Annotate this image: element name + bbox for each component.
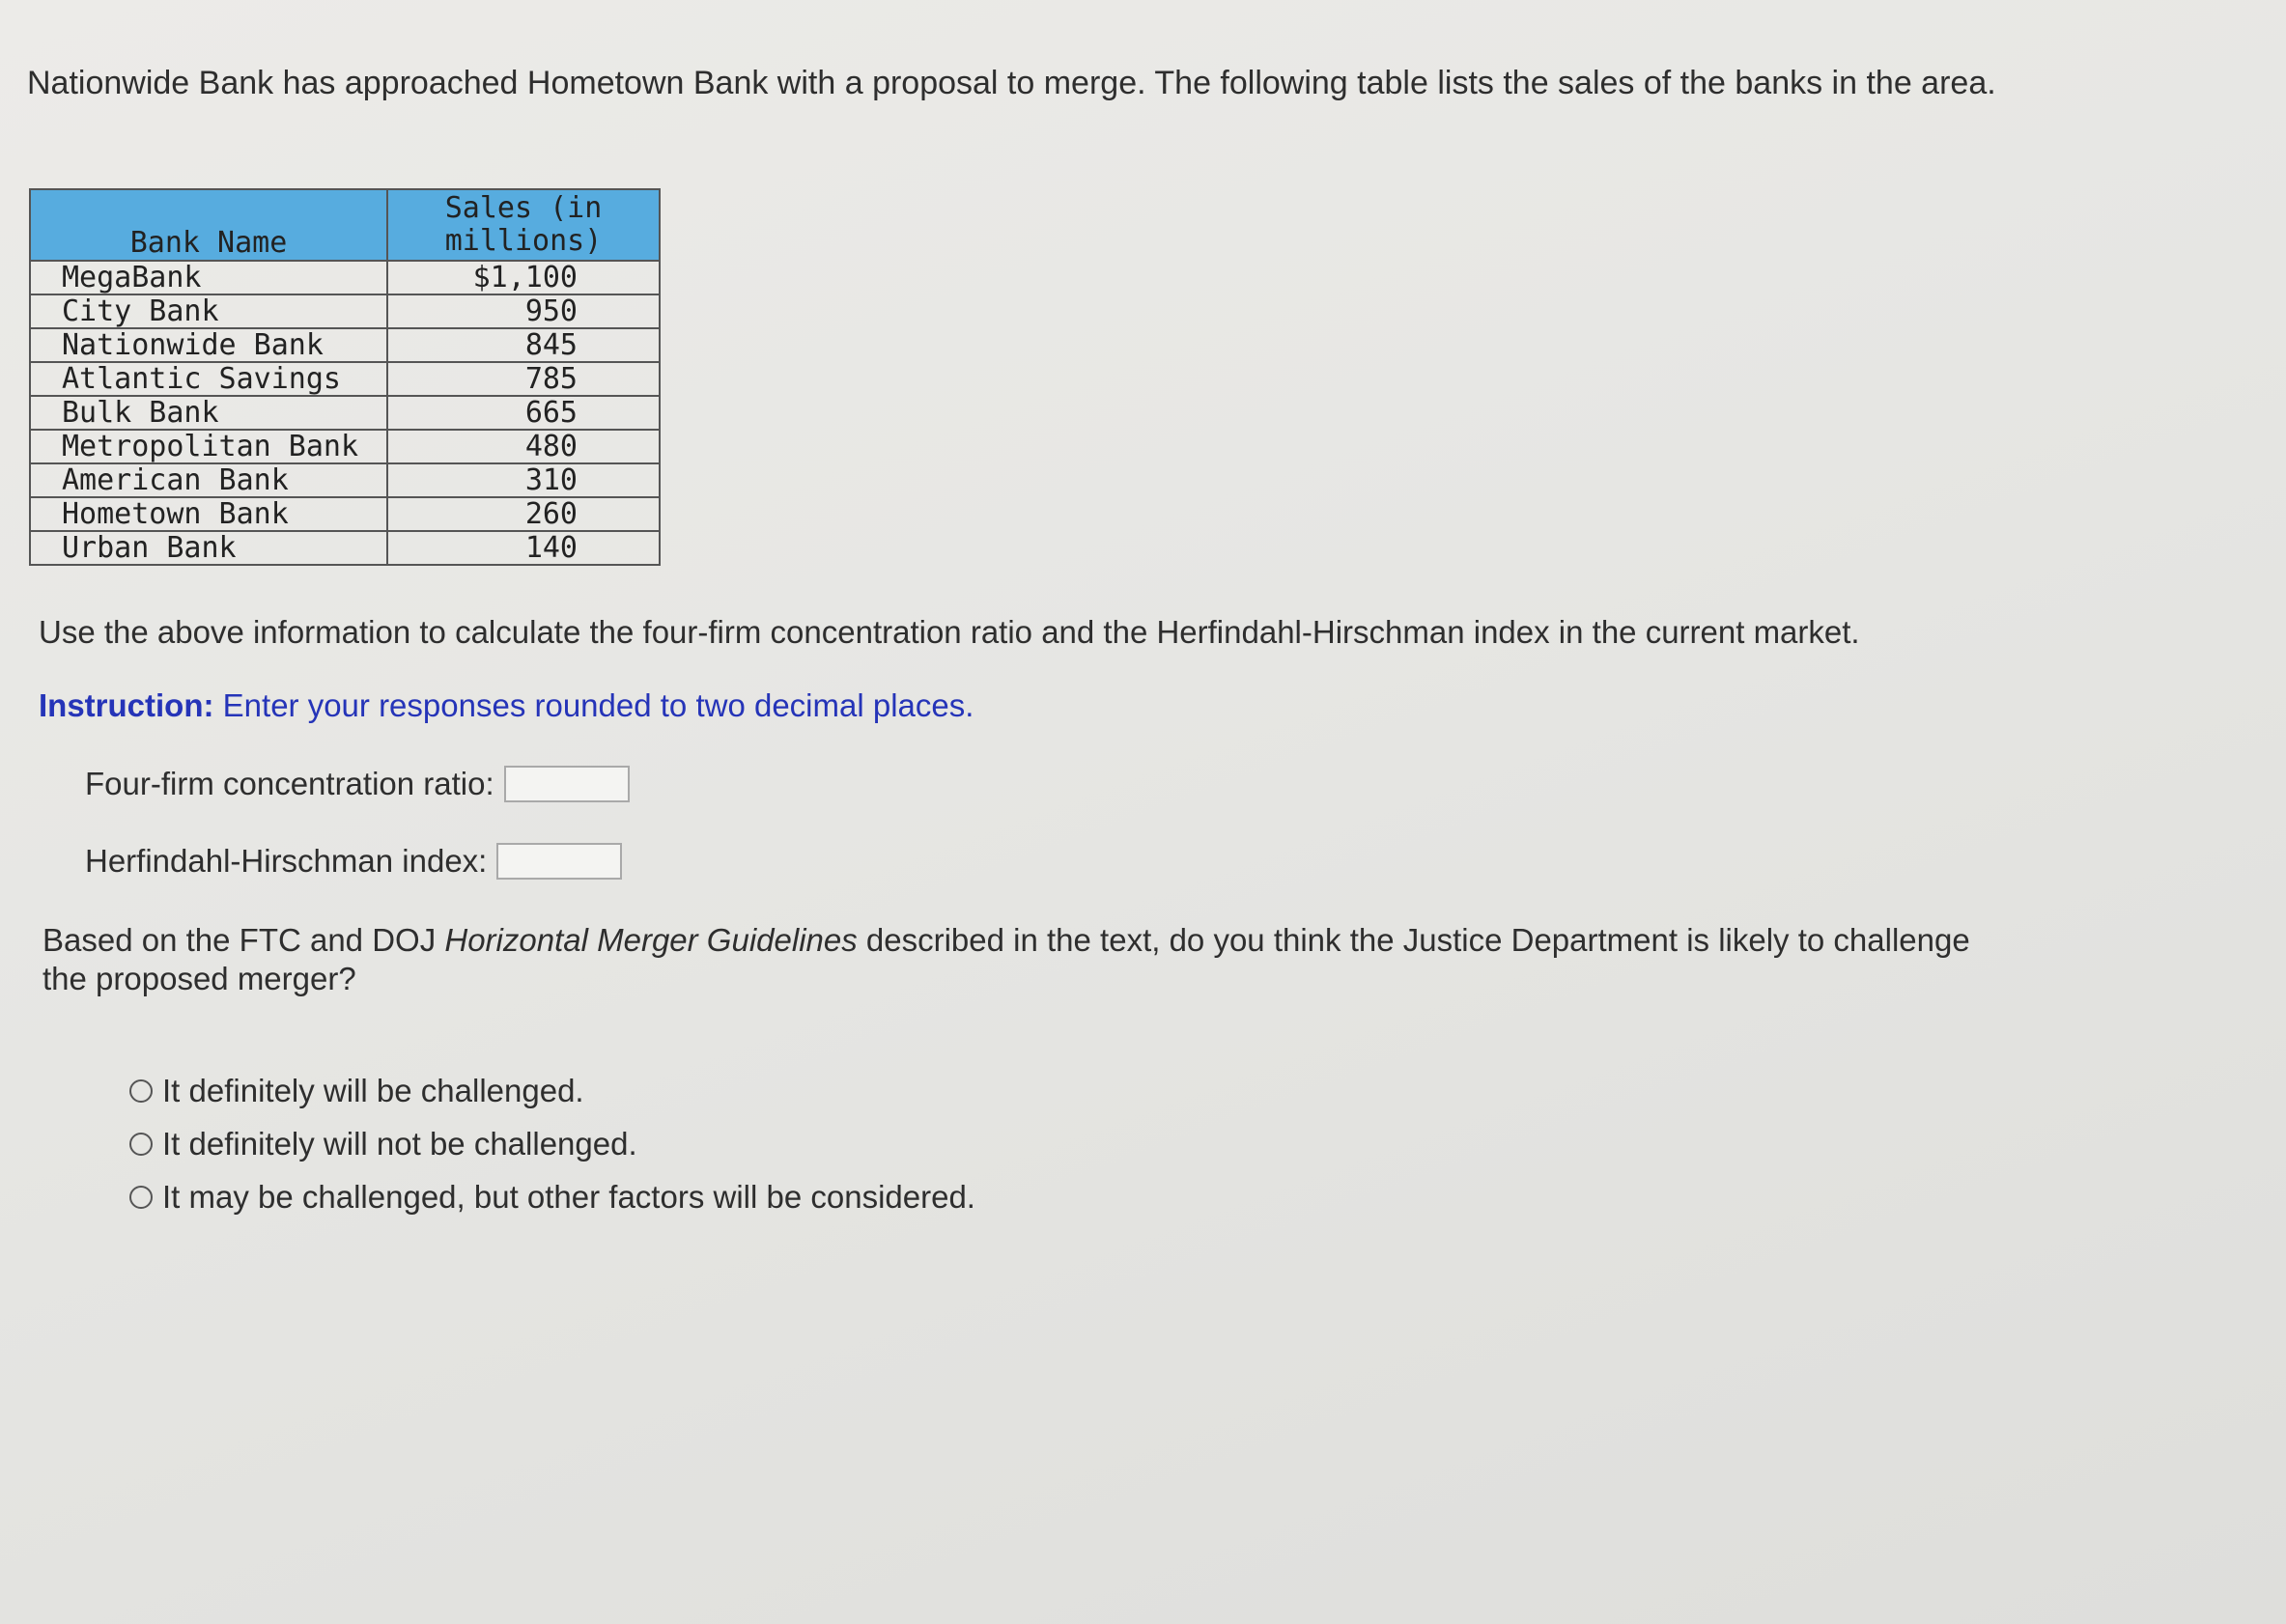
- option-not-challenged[interactable]: [129, 1117, 975, 1170]
- option-label: It may be challenged, but other factors will be considered.: [162, 1178, 975, 1215]
- option-label: It definitely will be challenged.: [162, 1072, 584, 1108]
- table-row: [30, 261, 660, 294]
- option-may-be-challenged[interactable]: [129, 1170, 975, 1223]
- bank-name-cell: American Bank: [30, 463, 387, 497]
- table-header-row: [30, 189, 660, 261]
- table-row: [30, 328, 660, 362]
- sales-cell: 665: [387, 396, 660, 430]
- sales-cell: 845: [387, 328, 660, 362]
- sales-cell: 310: [387, 463, 660, 497]
- bank-name-cell: Atlantic Savings: [30, 362, 387, 396]
- hhi-row: [85, 843, 622, 880]
- sales-cell: $1,100: [387, 261, 660, 294]
- sales-cell: 260: [387, 497, 660, 531]
- table-row: [30, 430, 660, 463]
- bank-name-cell: Bulk Bank: [30, 396, 387, 430]
- bank-name-header: Bank Name: [30, 189, 387, 261]
- table-row: [30, 396, 660, 430]
- table-row: [30, 362, 660, 396]
- guidelines-title: Horizontal Merger Guidelines: [444, 922, 858, 958]
- bank-name-cell: Hometown Bank: [30, 497, 387, 531]
- intro-text: Nationwide Bank has approached Hometown Bank with a proposal to merge. The following table lists the sales of the banks in the area.: [27, 65, 1996, 101]
- bank-name-cell: Nationwide Bank: [30, 328, 387, 362]
- task-text: Use the above information to calculate the four-firm concentration ratio and the Herfindahl-Hirschman index in the current market.: [39, 614, 1860, 650]
- bank-name-cell: MegaBank: [30, 261, 387, 294]
- bank-name-cell: Urban Bank: [30, 531, 387, 565]
- table-row: [30, 294, 660, 328]
- radio-button[interactable]: [129, 1079, 153, 1103]
- table-row: [30, 497, 660, 531]
- hhi-input[interactable]: [496, 843, 622, 880]
- bank-name-cell: City Bank: [30, 294, 387, 328]
- concentration-ratio-label: Four-firm concentration ratio:: [85, 766, 494, 801]
- hhi-label: Herfindahl-Hirschman index:: [85, 843, 488, 879]
- merger-question: Based on the FTC and DOJ Horizontal Merger Guidelines described in the text, do you think the Justice Department is likely to challenge the proposed merger?: [42, 922, 1970, 996]
- table-row: [30, 531, 660, 565]
- answer-options: [129, 1064, 975, 1223]
- radio-button[interactable]: [129, 1186, 153, 1209]
- bank-sales-table: [29, 188, 661, 566]
- concentration-ratio-row: [85, 766, 630, 802]
- option-challenged[interactable]: [129, 1064, 975, 1117]
- sales-cell: 140: [387, 531, 660, 565]
- option-label: It definitely will not be challenged.: [162, 1125, 637, 1162]
- sales-cell: 950: [387, 294, 660, 328]
- bank-name-cell: Metropolitan Bank: [30, 430, 387, 463]
- sales-cell: 480: [387, 430, 660, 463]
- instruction-text: [39, 687, 974, 724]
- sales-header: Sales (in millions): [387, 189, 660, 261]
- radio-button[interactable]: [129, 1133, 153, 1156]
- sales-cell: 785: [387, 362, 660, 396]
- instruction-body: Enter your responses rounded to two decimal places.: [222, 687, 974, 723]
- concentration-ratio-input[interactable]: [504, 766, 630, 802]
- instruction-label: Instruction:: [39, 687, 214, 723]
- table-row: [30, 463, 660, 497]
